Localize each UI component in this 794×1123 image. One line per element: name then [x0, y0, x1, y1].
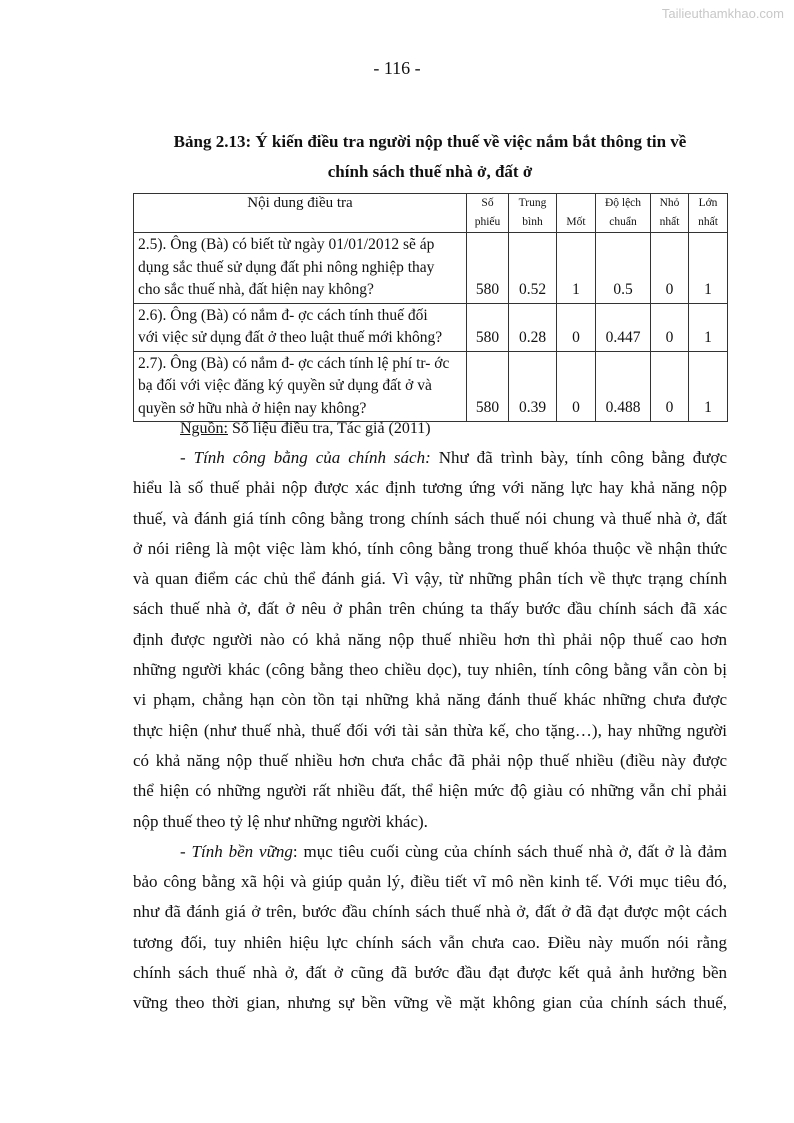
sd-cell: 0.447	[596, 303, 651, 351]
para2-line	[133, 897, 727, 927]
mode-cell: 0	[557, 351, 596, 422]
line-text: thuế, và đánh giá tính công bằng trong chính sách thuế nói chung và thuế nhà ở, đất	[133, 508, 727, 528]
sd-cell: 0.5	[596, 233, 651, 304]
question-line: 2.6). Ông (Bà) có nắm đ- ợc cách tính thuế đối	[138, 306, 428, 324]
line-text: và quan điểm các chủ thể đánh giá. Vì vậy, từ những phân tích về thực trạng chính	[133, 569, 727, 589]
question-line: 2.5). Ông (Bà) có biết từ ngày 01/01/2012 sẽ áp	[138, 236, 435, 253]
question-cell	[134, 351, 467, 422]
n-cell: 580	[467, 233, 509, 304]
column-header	[651, 194, 689, 233]
para1-first-line	[133, 443, 727, 473]
line-text: hiểu là số thuế phải nộp được xác định tương ứng với năng lực hay khả năng nộp	[133, 478, 727, 498]
para2-line	[133, 867, 727, 897]
question-line: dụng sắc thuế sử dụng đất phi nông nghiệp thay	[138, 258, 435, 276]
line-text: nộp thuế theo tỷ lệ như những người khác).	[133, 811, 428, 831]
line-text: tương đối, tuy nhiên hiệu lực chính sách vẫn chưa cao. Điều này muốn nói rằng	[133, 932, 727, 952]
header-line: Lớn	[698, 197, 718, 209]
line-text: chính sách thuế nhà ở, đất ở cũng đã bước đầu đạt được kết quả ảnh hưởng bền	[133, 963, 727, 983]
column-header	[596, 194, 651, 233]
para1-line	[133, 655, 727, 685]
min-cell: 0	[651, 233, 689, 304]
mean-cell: 0.52	[509, 233, 557, 304]
para1-line	[133, 776, 727, 806]
column-header	[689, 194, 728, 233]
para1-line	[133, 594, 727, 624]
para2-line	[133, 988, 727, 1018]
mean-cell: 0.39	[509, 351, 557, 422]
survey-table	[133, 193, 728, 422]
question-line: bạ đối với việc đăng ký quyền sử dụng đất ở và	[138, 377, 432, 394]
para1-line	[133, 473, 727, 503]
para2-lead: - Tính bền vững	[180, 841, 293, 861]
question-line: với việc sử dụng đất ở theo luật thuế mới không?	[138, 329, 443, 346]
line-text: vi phạm, chẳng hạn còn tồn tại những khả năng đánh thuế khác những chưa được	[133, 690, 727, 710]
mode-cell: 1	[557, 233, 596, 304]
para2-line	[133, 958, 727, 988]
header-line: Số	[481, 197, 494, 209]
para1-first-rest: Như đã trình bày, tính công bằng được	[430, 448, 727, 467]
line-text: ở nói riêng là một việc làm khó, tính công bằng trong thuế khóa thuộc về nhận thức	[133, 538, 727, 558]
header-line: nhất	[698, 216, 718, 228]
question-line: quyền sở hữu nhà ở hiện nay không?	[138, 399, 367, 417]
source-label: Nguồn:	[180, 420, 228, 437]
header-line: nhất	[659, 216, 680, 228]
question-cell	[134, 303, 467, 351]
page-number: - 116 -	[373, 58, 421, 78]
mean-cell: 0.28	[509, 303, 557, 351]
header-line: Mốt	[566, 216, 586, 228]
line-text: định được người nào có khả năng nộp thuế nhiều hơn thì phải nộp thuế cao hơn	[133, 629, 727, 649]
header-line: Trung	[518, 197, 547, 209]
watermark: Tailieuthamkhao.com	[661, 6, 784, 21]
column-header	[557, 194, 596, 233]
header-line: Nhỏ	[659, 197, 680, 209]
header-line: bình	[522, 216, 543, 228]
line-text: những người khác (công bằng theo chiều dọc), tuy nhiên, tính công bằng vẫn còn bị	[133, 660, 727, 680]
question-line: 2.7). Ông (Bà) có nắm đ- ợc cách tính lệ phí tr- ớc	[138, 354, 450, 372]
para1-lead: - Tính công bằng của chính sách:	[180, 448, 431, 467]
header-line: Độ lệch	[604, 197, 642, 209]
para1-line	[133, 534, 727, 564]
min-cell: 0	[651, 303, 689, 351]
line-text: vững theo thời gian, nhưng sự bền vững về mặt không gian của chính sách thuế,	[133, 993, 727, 1013]
table-title-line-2: chính sách thuế nhà ở, đất ở	[327, 162, 533, 181]
para1-line	[133, 746, 727, 776]
column-header: Nội dung điều tra	[134, 194, 467, 233]
line-text: thực hiện (như thuế nhà, thuế đối với tài sản thừa kế, cho tặng…), hay những người	[133, 720, 727, 740]
table-row	[134, 303, 728, 351]
line-text: bảo công bằng xã hội và giúp quản lý, điều tiết vĩ mô nền kinh tế. Với mục tiêu đó,	[133, 872, 727, 892]
column-header	[509, 194, 557, 233]
table-title-line-1: Bảng 2.13: Ý kiến điều tra người nộp thuế về việc nắm bắt thông tin về	[173, 132, 687, 151]
para2-line	[133, 928, 727, 958]
para1-line	[133, 504, 727, 534]
header-line: phiếu	[474, 216, 501, 228]
line-text: sách thuế nhà ở, đất ở nêu ở phân trên chúng ta thấy bước đầu chính sách đã xác	[133, 599, 727, 619]
n-cell: 580	[467, 351, 509, 422]
table-row	[134, 233, 728, 304]
table-header-row	[134, 194, 728, 233]
table-row	[134, 351, 728, 422]
source-note	[180, 420, 431, 438]
max-cell: 1	[689, 303, 728, 351]
line-text: thể hiện có những người rất nhiều đất, thể hiện mức độ giàu có những vẫn chỉ phải	[133, 781, 727, 801]
para1-line	[133, 564, 727, 594]
question-cell	[134, 233, 467, 304]
column-header	[467, 194, 509, 233]
source-text: Số liệu điều tra, Tác giả (2011)	[228, 420, 431, 437]
para1-line	[133, 625, 727, 655]
para1-line	[133, 807, 727, 837]
line-text: như đã đánh giá ở trên, bước đầu chính sách thuế nhà ở, đất ở đã đạt được một cách	[133, 902, 727, 922]
header-line: chuẩn	[609, 216, 637, 228]
line-text: có khả năng nộp thuế nhiều hơn chưa chắc đã phải nộp thuế nhiều (điều này được	[133, 750, 727, 770]
para1-line	[133, 716, 727, 746]
mode-cell: 0	[557, 303, 596, 351]
min-cell: 0	[651, 351, 689, 422]
para2-first-line	[133, 837, 727, 867]
n-cell: 580	[467, 303, 509, 351]
body-text	[133, 443, 727, 1019]
max-cell: 1	[689, 351, 728, 422]
max-cell: 1	[689, 233, 728, 304]
header-line	[560, 194, 592, 213]
sd-cell: 0.488	[596, 351, 651, 422]
para1-line	[133, 685, 727, 715]
question-line: cho sắc thuế nhà, đất hiện nay không?	[138, 281, 374, 298]
para2-first-rest: : mục tiêu cuối cùng của chính sách thuế nhà ở, đất ở là đảm	[292, 841, 728, 861]
